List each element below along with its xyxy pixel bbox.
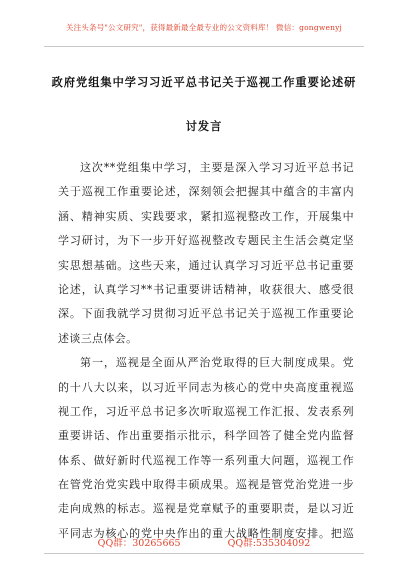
- body-line: 走向成熟的标志。巡视是党章赋予的重要职责，是以习近: [58, 502, 354, 516]
- body-line: 视工作，习近平总书记多次听取巡视工作汇报、发表系列: [58, 404, 354, 418]
- body-line: 述谈三点体会。: [58, 331, 138, 345]
- body-line: 平同志为核心的党中央作出的重大战略性制度安排。把巡: [58, 526, 354, 540]
- body-line: 第一，巡视是全面从严治党取得的巨大制度成果。党: [80, 356, 354, 370]
- body-line: 涵、精神实质、实践要求，紧扣巡视整改工作，开展集中: [58, 209, 354, 223]
- body-line: 的十八大以来，以习近平同志为核心的党中央高度重视巡: [58, 380, 354, 394]
- promo-header: 关注头条号"公文研究"，获得最新最全最专业的公文资料库！ 微信：gongwenyj: [65, 23, 343, 32]
- body-line: 在管党治党实践中取得丰硕成果。巡视是管党治党进一步: [58, 478, 354, 492]
- qq-group-1: QQ群：30265665: [97, 538, 181, 549]
- document-body: [58, 156, 354, 546]
- promo-footer: [0, 535, 408, 549]
- footer-divider: [44, 553, 364, 554]
- document-title-line-1: 政府党组集中学习习近平总书记关于巡视工作重要论述研: [51, 75, 357, 89]
- body-line: 体系、做好新时代巡视工作等一系列重大问题，巡视工作: [58, 453, 354, 467]
- body-line: 关于巡视工作重要论述，深刻领会把握其中蕴含的丰富内: [58, 185, 354, 199]
- document-title-line-2: 讨发言: [185, 119, 223, 133]
- body-line: 这次**党组集中学习，主要是深入学习习近平总书记: [80, 161, 354, 174]
- header-divider: [44, 46, 364, 47]
- qq-group-2: QQ群:535304092: [227, 538, 311, 549]
- body-line: 重要讲话、作出重要指示批示，科学回答了健全党内监督: [58, 429, 354, 443]
- body-line: 实思想基础。这些天来，通过认真学习习近平总书记重要: [58, 258, 354, 272]
- body-line: 论述，认真学习**书记重要讲话精神，收获很大、感受很: [58, 282, 354, 296]
- body-line: 学习研讨，为下一步开好巡视整改专题民主生活会奠定坚: [58, 234, 354, 248]
- body-line: 深。下面我就学习贯彻习近平总书记关于巡视工作重要论: [58, 307, 354, 321]
